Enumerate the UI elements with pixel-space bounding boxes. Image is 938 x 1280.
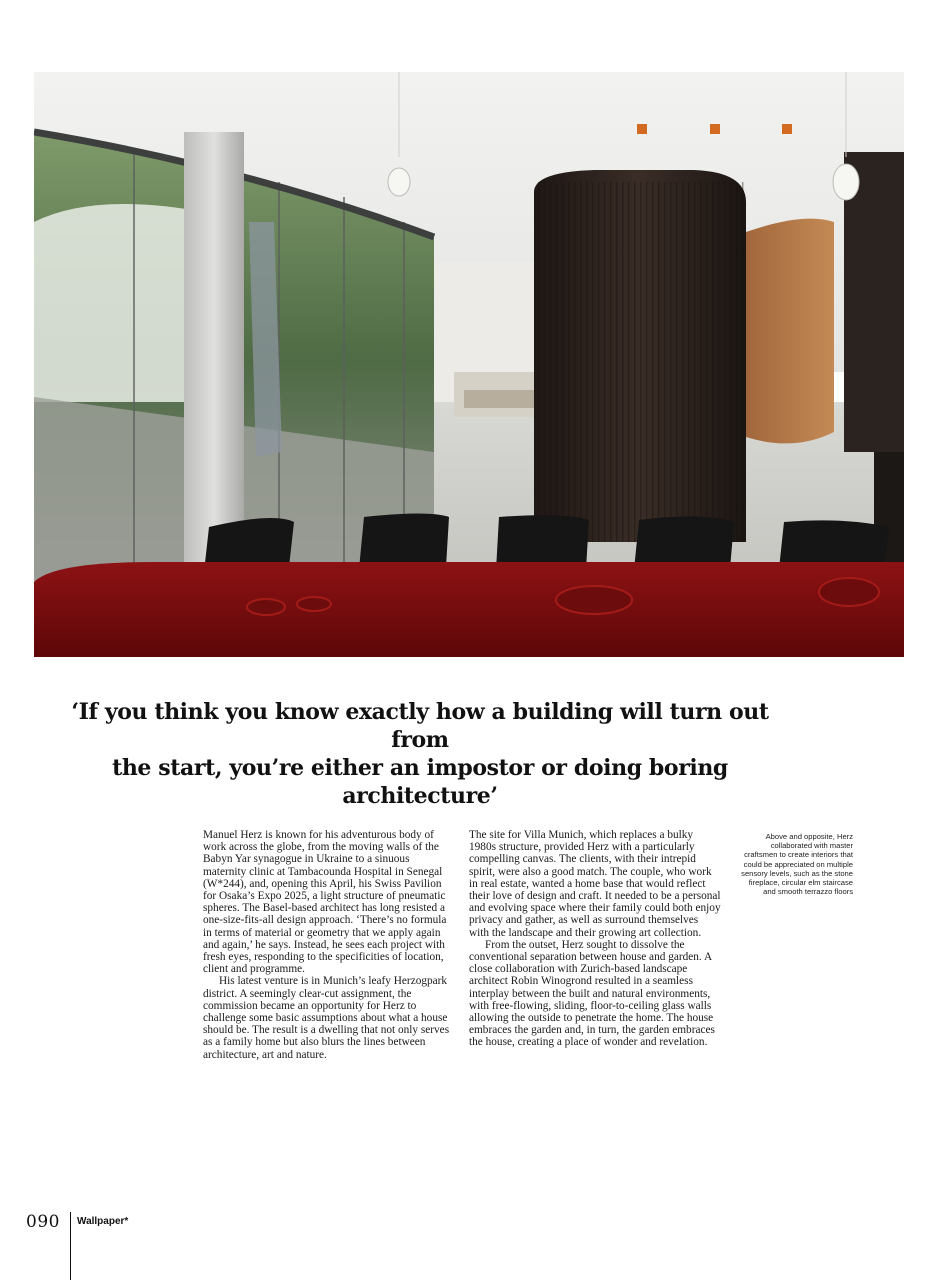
pull-quote-line-1: ‘If you think you know exactly how a building will turn out from — [71, 699, 769, 753]
paragraph: The site for Villa Munich, which replaces a bulky 1980s structure, provided Herz with a particularly compelling canvas. The clients, with their intrepid spirit, were also a good match. The couple, who work in real estate, wanted a home base that would reflect their love of design and craft. It needed to be a personal and evolving space where their family could both enjoy privacy and gather, as well as surround themselves with the landscape and their growing art collection. — [469, 829, 721, 939]
pull-quote-line-2: the start, you’re either an impostor or doing boring architecture’ — [112, 755, 728, 809]
paragraph: Manuel Herz is known for his adventurous body of work across the globe, from the moving walls of the Babyn Yar synagogue in Ukraine to a sinuous maternity clinic at Tambacounda Hospital in Senegal (W*244), and, opening this April, his Swiss Pavilion for Osaka’s Expo 2025, a light structure of pneumatic spheres. The Basel-based architect has long resisted a one-size-fits-all design approach. ‘There’s no formula in terms of material or geometry that we apply again and again,’ he says. Instead, he sees each project with fresh eyes, responding to the specificities of location, client and programme. — [203, 829, 447, 976]
hero-photo — [34, 72, 904, 657]
page-number: 090 — [26, 1212, 60, 1232]
body-column-2 — [469, 829, 721, 1049]
interior-illustration — [34, 72, 904, 657]
magazine-brand: Wallpaper* — [77, 1216, 129, 1227]
photo-caption: Above and opposite, Herz collaborated with master craftsmen to create interiors that could be appreciated on multiple sensory levels, such as the stone fireplace, circular elm staircase and smooth terrazzo floors — [741, 832, 853, 897]
footer-rule — [70, 1212, 71, 1280]
paragraph: From the outset, Herz sought to dissolve the conventional separation between house and garden. A close collaboration with Zurich-based landscape architect Robin Winogrond resulted in a seamless interplay between the built and natural environments, with free-flowing, sliding, floor-to-ceiling glass walls allowing the outside to penetrate the home. The house embraces the garden and, in turn, the garden embraces the house, creating a place of wonder and revelation. — [469, 938, 715, 1049]
paragraph: His latest venture is in Munich’s leafy Herzogpark district. A seemingly clear-cut assignment, the commission became an opportunity for Herz to challenge some basic assumptions about what a house should be. The result is a dwelling that not only serves as a family home but also blurs the lines between architecture, art and nature. — [203, 975, 450, 1061]
body-column-1 — [203, 829, 455, 1061]
pull-quote — [40, 698, 800, 810]
